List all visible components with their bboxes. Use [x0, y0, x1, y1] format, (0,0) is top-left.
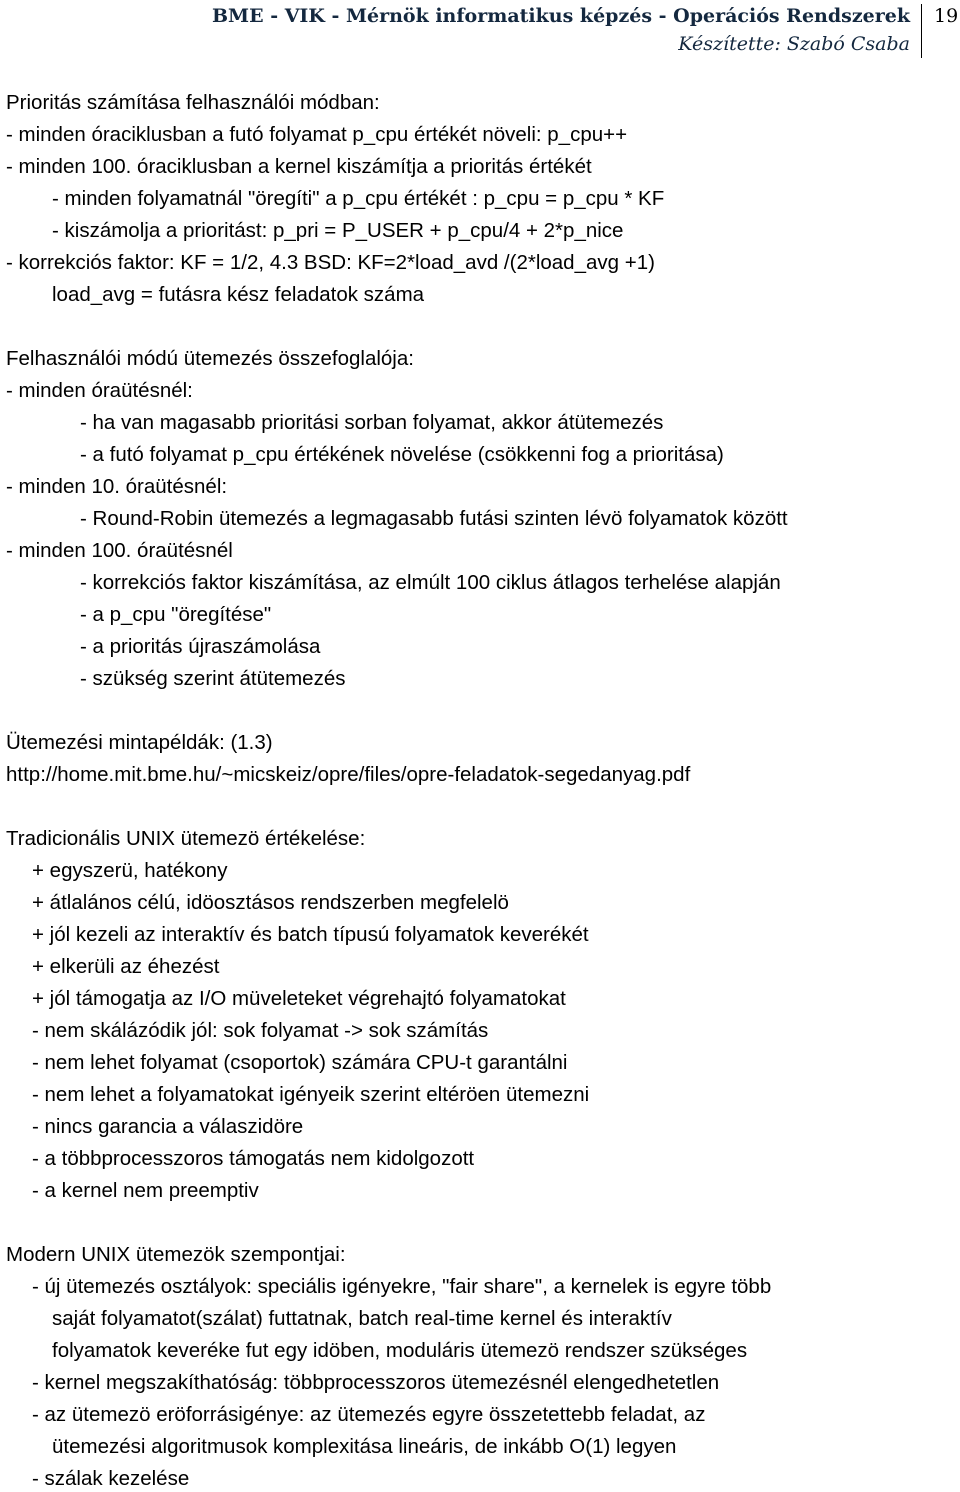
page-number: 19: [934, 5, 959, 27]
text-line: - szálak kezelése: [32, 1467, 190, 1490]
text-line: - nincs garancia a válaszidöre: [32, 1115, 304, 1138]
text-line: - nem lehet a folyamatokat igényeik szerint eltéröen ütemezni: [32, 1083, 590, 1106]
document-author: Készítette: Szabó Csaba: [678, 33, 910, 55]
section-heading: Modern UNIX ütemezök szempontjai:: [6, 1243, 346, 1266]
text-line: - a többprocesszoros támogatás nem kidolgozott: [32, 1147, 475, 1170]
text-line: load_avg = futásra kész feladatok száma: [52, 283, 425, 306]
text-line: - minden óraütésnél:: [6, 379, 193, 402]
text-line: saját folyamatot(szálat) futtatnak, batch real-time kernel és interaktív: [52, 1307, 672, 1330]
page-header: [0, 0, 960, 64]
text-line: - ha van magasabb prioritási sorban folyamat, akkor átütemezés: [80, 411, 664, 434]
text-line: + elkerüli az éhezést: [32, 955, 220, 978]
text-line: - minden folyamatnál "öregíti" a p_cpu értékét : p_cpu = p_cpu * KF: [52, 187, 665, 210]
document-title: BME - VIK - Mérnök informatikus képzés - Operációs Rendszerek: [212, 5, 910, 27]
text-line: - korrekciós faktor: KF = 1/2, 4.3 BSD: KF=2*load_avd /(2*load_avg +1): [6, 251, 655, 274]
text-line: - kernel megszakíthatóság: többprocesszoros ütemezésnél elengedhetetlen: [32, 1371, 720, 1394]
text-line: ütemezési algoritmusok komplexitása lineáris, de inkább O(1) legyen: [52, 1435, 677, 1458]
text-line: - Round-Robin ütemezés a legmagasabb futási szinten lévö folyamatok között: [80, 507, 788, 530]
section-heading: Ütemezési mintapéldák: (1.3): [6, 731, 273, 754]
text-line: - a futó folyamat p_cpu értékének növelése (csökkenni fog a prioritása): [80, 443, 724, 466]
text-line: - minden 100. óraütésnél: [6, 539, 233, 562]
text-line: - kiszámolja a prioritást: p_pri = P_USER + p_cpu/4 + 2*p_nice: [52, 219, 624, 242]
text-line: - az ütemezö eröforrásigénye: az ütemezés egyre összetettebb feladat, az: [32, 1403, 706, 1426]
header-divider: [921, 4, 922, 58]
section-heading: Tradicionális UNIX ütemezö értékelése:: [6, 827, 366, 850]
text-line: - a prioritás újraszámolása: [80, 635, 321, 658]
section-heading: Felhasználói módú ütemezés összefoglalója:: [6, 347, 414, 370]
text-line: - a kernel nem preemptiv: [32, 1179, 259, 1202]
text-line: + jól kezeli az interaktív és batch típusú folyamatok keverékét: [32, 923, 589, 946]
text-line: + jól támogatja az I/O müveleteket végrehajtó folyamatokat: [32, 987, 566, 1010]
text-line: - új ütemezés osztályok: speciális igényekre, "fair share", a kernelek is egyre több: [32, 1275, 772, 1298]
text-line: - minden 100. óraciklusban a kernel kiszámítja a prioritás értékét: [6, 155, 592, 178]
reference-link[interactable]: http://home.mit.bme.hu/~micskeiz/opre/files/opre-feladatok-segedanyag.pdf: [6, 763, 691, 786]
text-line: - nem skálázódik jól: sok folyamat -> sok számítás: [32, 1019, 489, 1042]
text-line: - minden óraciklusban a futó folyamat p_cpu értékét növeli: p_cpu++: [6, 123, 628, 146]
text-line: - nem lehet folyamat (csoportok) számára CPU-t garantálni: [32, 1051, 568, 1074]
text-line: - korrekciós faktor kiszámítása, az elmúlt 100 ciklus átlagos terhelése alapján: [80, 571, 781, 594]
text-line: + átlalános célú, idöosztásos rendszerben megfelelö: [32, 891, 509, 914]
text-line: + egyszerü, hatékony: [32, 859, 228, 882]
section-heading: Prioritás számítása felhasználói módban:: [6, 91, 380, 114]
text-line: - a p_cpu "öregítése": [80, 603, 272, 626]
text-line: folyamatok keveréke fut egy idöben, moduláris ütemezö rendszer szükséges: [52, 1339, 748, 1362]
text-line: - szükség szerint átütemezés: [80, 667, 346, 690]
text-line: - minden 10. óraütésnél:: [6, 475, 228, 498]
